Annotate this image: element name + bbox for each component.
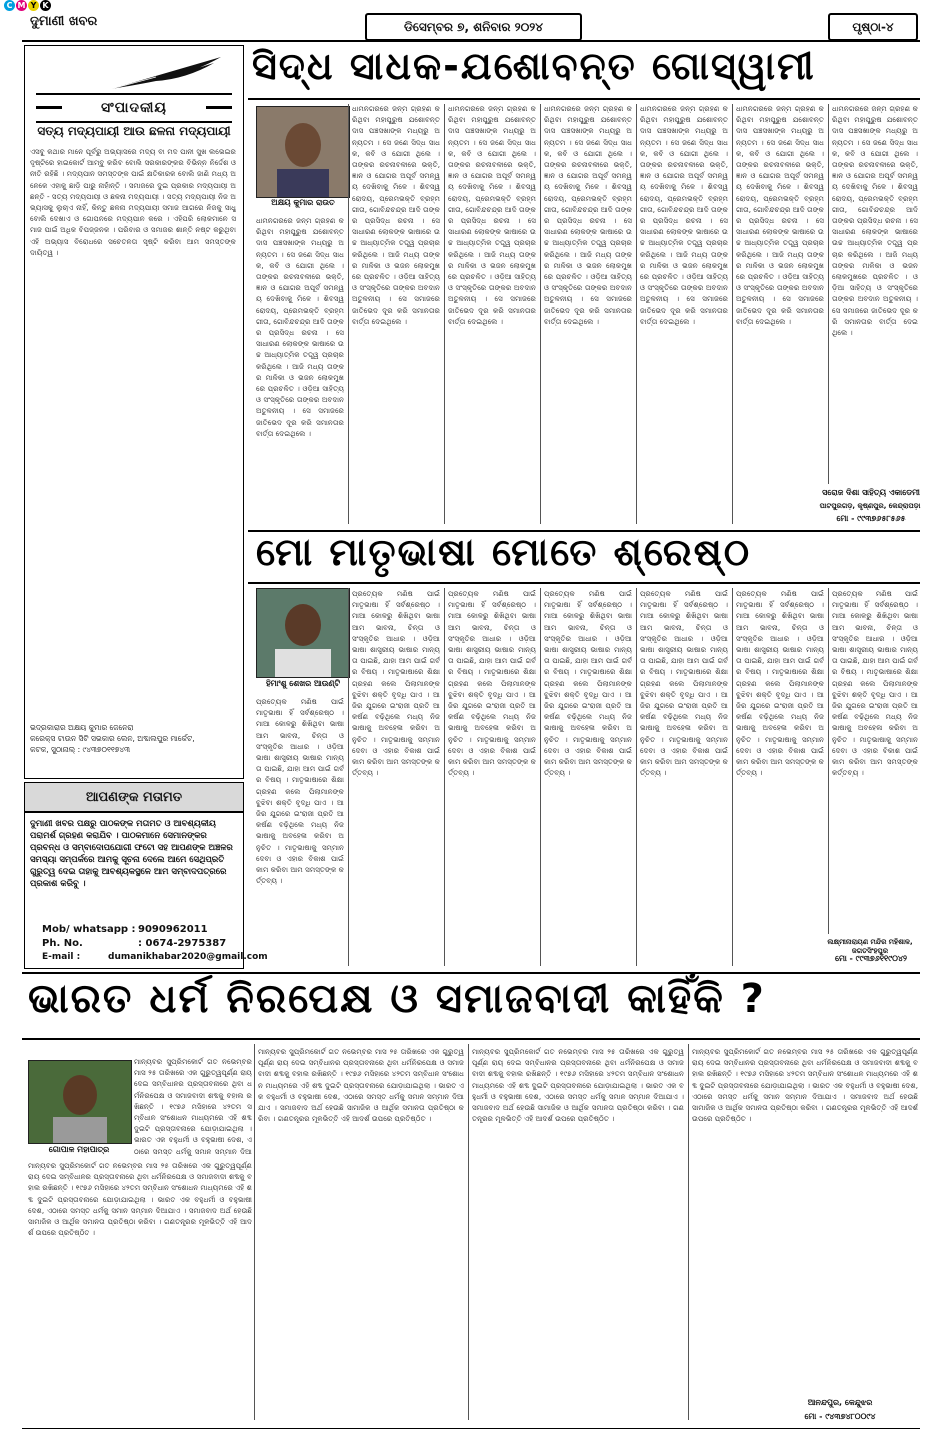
editorial-title: ସତ୍ୟ ମଦ୍ୟପାୟୀ ଆଉ ଛଳନା ମଦ୍ୟପାୟୀ [37, 124, 231, 138]
article3-col1a: ମାନ୍ୟବର ସୁପ୍ରିମକୋର୍ଟ ଗତ ନଭେମ୍ବର ମାସ ୨୫ ତାରିଖରେ ଏକ ଗୁରୁତ୍ୱପୂର୍ଣ୍ଣ ରାୟ ଦେଇ ସମ୍ବିଧାନର ପ୍ରସ୍ତାବନାରେ ଥିବା ଧର୍ମନିରପେକ୍ଷ ଓ ସମାଜବାଦୀ ଶବ୍ଦକୁ ବହାଲ ରଖିଛନ୍ତି । ୧୯୭୬ ମସିହାରେ ୪୨ତମ ସମ୍ବିଧାନ ସଂଶୋଧନ ମାଧ୍ୟମରେ ଏହି ଶବ୍ଦ ଦୁଇଟି ପ୍ରସ୍ତାବନାରେ ଯୋଡ଼ାଯାଇଥିଲା । ଭାରତ ଏକ ବହୁଧର୍ମୀ ଓ ବହୁଭାଷୀ ଦେଶ, ଏଠାରେ ସମସ୍ତ ଧର୍ମକୁ ସମାନ ସମ୍ମାନ ଦିଆ [134, 1057, 252, 1156]
cmyk-black: K [40, 0, 51, 11]
article1-col6: ଧାମନଗରରେ ଜନ୍ମ ଗ୍ରହଣ କରିଥିବା ମହାପୁରୁଷ ଯଶୋବନ୍ତ ଦାସ ପଞ୍ଚସଖାଙ୍କ ମଧ୍ୟରୁ ଅନ୍ୟତମ । ସେ ଜଣେ ସିଦ୍ଧ ସାଧକ, କବି ଓ ଯୋଗୀ ଥିଲେ । ତାଙ୍କର ରଚନାବଳୀରେ ଭକ୍ତି, ଜ୍ଞାନ ଓ ଯୋଗର ଅପୂର୍ବ ସମନ୍ୱୟ ଦେଖିବାକୁ ମିଳେ । ଶିବସ୍ୱରୋଦୟ, ପ୍ରେମଭକ୍ତି ବ୍ରହ୍ମଗୀତା, ଗୋବିନ୍ଦଚନ୍ଦ୍ର ଆଦି ତାଙ୍କର ପ୍ରସିଦ୍ଧ ରଚନା । ସେ ସାଧାରଣ ଲୋକଙ୍କ ଭାଷାରେ ଉଚ୍ଚ ଆଧ୍ୟାତ୍ମିକ ତତ୍ତ୍ୱ ପ୍ରଚାର କରିଥିଲେ । ଆଜି ମଧ୍ୟ ତାଙ୍କର ମାଳିକା ଓ ଭଜନ ଲୋକମୁଖରେ ପ୍ରଚଳିତ । ଓଡ଼ିଆ ସାହିତ୍ୟ ଓ ସଂସ୍କୃତିରେ ତାଙ୍କର ଅବଦାନ ଅତୁଳନୀୟ । ସେ ସମାଜରେ ଜାତିଭେଦ ଦୂର କରି ସମାନତାର ବାର୍ତ୍ତା ଦେଇଥିଲେ । [736, 104, 824, 326]
article3-col1b: ମାନ୍ୟବର ସୁପ୍ରିମକୋର୍ଟ ଗତ ନଭେମ୍ବର ମାସ ୨୫ ତାରିଖରେ ଏକ ଗୁରୁତ୍ୱପୂର୍ଣ୍ଣ ରାୟ ଦେଇ ସମ୍ବିଧାନର ପ୍ରସ୍ତାବନାରେ ଥିବା ଧର୍ମନିରପେକ୍ଷ ଓ ସମାଜବାଦୀ ଶବ୍ଦକୁ ବହାଲ ରଖିଛନ୍ତି । ୧୯୭୬ ମସିହାରେ ୪୨ତମ ସମ୍ବିଧାନ ସଂଶୋଧନ ମାଧ୍ୟମରେ ଏହି ଶବ୍ଦ ଦୁଇଟି ପ୍ରସ୍ତାବନାରେ ଯୋଡ଼ାଯାଇଥିଲା । ଭାରତ ଏକ ବହୁଧର୍ମୀ ଓ ବହୁଭାଷୀ ଦେଶ, ଏଠାରେ ସମସ୍ତ ଧର୍ମକୁ ସମାନ ସମ୍ମାନ ଦିଆଯାଏ । ସମାଜବାଦ ଅର୍ଥ ହେଉଛି ସାମାଜିକ ଓ ଆର୍ଥିକ ସମାନତା ପ୍ରତିଷ୍ଠା କରିବା । ଗଣତନ୍ତ୍ରର ମୂଳଭିତ୍ତି ଏହି ଆଦର୍ଶ ଉପରେ ପ୍ରତିଷ୍ଠିତ । [28, 1161, 252, 1238]
article1-col2: ଧାମନଗରରେ ଜନ୍ମ ଗ୍ରହଣ କରିଥିବା ମହାପୁରୁଷ ଯଶୋବନ୍ତ ଦାସ ପଞ୍ଚସଖାଙ୍କ ମଧ୍ୟରୁ ଅନ୍ୟତମ । ସେ ଜଣେ ସିଦ୍ଧ ସାଧକ, କବି ଓ ଯୋଗୀ ଥିଲେ । ତାଙ୍କର ରଚନାବଳୀରେ ଭକ୍ତି, ଜ୍ଞାନ ଓ ଯୋଗର ଅପୂର୍ବ ସମନ୍ୱୟ ଦେଖିବାକୁ ମିଳେ । ଶିବସ୍ୱରୋଦୟ, ପ୍ରେମଭକ୍ତି ବ୍ରହ୍ମଗୀତା, ଗୋବିନ୍ଦଚନ୍ଦ୍ର ଆଦି ତାଙ୍କର ପ୍ରସିଦ୍ଧ ରଚନା । ସେ ସାଧାରଣ ଲୋକଙ୍କ ଭାଷାରେ ଉଚ୍ଚ ଆଧ୍ୟାତ୍ମିକ ତତ୍ତ୍ୱ ପ୍ରଚାର କରିଥିଲେ । ଆଜି ମଧ୍ୟ ତାଙ୍କର ମାଳିକା ଓ ଭଜନ ଲୋକମୁଖରେ ପ୍ରଚଳିତ । ଓଡ଼ିଆ ସାହିତ୍ୟ ଓ ସଂସ୍କୃତିରେ ତାଙ୍କର ଅବଦାନ ଅତୁଳନୀୟ । ସେ ସମାଜରେ ଜାତିଭେଦ ଦୂର କରି ସମାନତାର ବାର୍ତ୍ତା ଦେଇଥିଲେ । [352, 104, 440, 326]
column-divider [254, 1044, 255, 1420]
phone-number: : 0674-2975387 [138, 938, 227, 949]
article1-headline: ସିଦ୍ଧ ସାଧକ-ଯଶୋବନ୍ତ ଗୋସ୍ୱାମୀ [252, 44, 816, 88]
article1-rule [248, 98, 920, 100]
article3-phone: ମୋ - ୯୪୩୭୪୮୦୦୯୪ [804, 1412, 876, 1421]
column-divider [828, 588, 829, 934]
column-divider [444, 104, 445, 524]
column-divider [636, 104, 637, 524]
article2-author: ଲକ୍ଷ୍ମୀନାରାୟଣ ମନ୍ଦିର ମହିଶାଳ, ଜଗତସିଂହପୁର [827, 938, 913, 955]
article1-phone: ମୋ - ୯୯୩୭୬୫୮୫୬୫ [836, 514, 906, 523]
article2-photo-caption: ହିମାଂଶୁ ଶେଖର ଆଉଣ୍ଟି [265, 679, 341, 688]
cmyk-magenta: M [17, 1, 26, 10]
column-divider [540, 588, 541, 966]
article2-col3: ପ୍ରତ୍ୟେକ ମଣିଷ ପାଇଁ ମାତୃଭାଷା ହିଁ ସର୍ବଶ୍ରେଷ୍ଠ । ମାଆ କୋଳରୁ ଶିଖିଥିବା ଭାଷା ଆମ ଭାବନା, ଚିନ୍ତା ଓ ସଂସ୍କୃତିର ଆଧାର । ଓଡ଼ିଆ ଭାଷା ଶାସ୍ତ୍ରୀୟ ଭାଷାର ମାନ୍ୟତା ପାଇଛି, ଯାହା ଆମ ପାଇଁ ଗର୍ବର ବିଷୟ । ମାତୃଭାଷାରେ ଶିକ୍ଷା ଗ୍ରହଣ କଲେ ପିଲାମାନଙ୍କ ବୁଝିବା ଶକ୍ତି ବୃଦ୍ଧି ପାଏ । ଆଜିର ଯୁଗରେ ଇଂରାଜୀ ପ୍ରତି ଆକର୍ଷଣ ବଢ଼ିଥିଲେ ମଧ୍ୟ ନିଜ ଭାଷାକୁ ଅବହେଳା କରିବା ଅନୁଚିତ । ମାତୃଭାଷାକୁ ସମ୍ମାନ ଦେବା ଓ ଏହାର ବିକାଶ ପାଇଁ କାମ କରିବା ଆମ ସମସ୍ତଙ୍କ କର୍ତ୍ତବ୍ୟ । [448, 589, 536, 778]
column-divider [732, 104, 733, 524]
paper-name: ଦୁମାଣୀ ଖବର [30, 14, 98, 29]
article1-col5: ଧାମନଗରରେ ଜନ୍ମ ଗ୍ରହଣ କରିଥିବା ମହାପୁରୁଷ ଯଶୋବନ୍ତ ଦାସ ପଞ୍ଚସଖାଙ୍କ ମଧ୍ୟରୁ ଅନ୍ୟତମ । ସେ ଜଣେ ସିଦ୍ଧ ସାଧକ, କବି ଓ ଯୋଗୀ ଥିଲେ । ତାଙ୍କର ରଚନାବଳୀରେ ଭକ୍ତି, ଜ୍ଞାନ ଓ ଯୋଗର ଅପୂର୍ବ ସମନ୍ୱୟ ଦେଖିବାକୁ ମିଳେ । ଶିବସ୍ୱରୋଦୟ, ପ୍ରେମଭକ୍ତି ବ୍ରହ୍ମଗୀତା, ଗୋବିନ୍ଦଚନ୍ଦ୍ର ଆଦି ତାଙ୍କର ପ୍ରସିଦ୍ଧ ରଚନା । ସେ ସାଧାରଣ ଲୋକଙ୍କ ଭାଷାରେ ଉଚ୍ଚ ଆଧ୍ୟାତ୍ମିକ ତତ୍ତ୍ୱ ପ୍ରଚାର କରିଥିଲେ । ଆଜି ମଧ୍ୟ ତାଙ୍କର ମାଳିକା ଓ ଭଜନ ଲୋକମୁଖରେ ପ୍ରଚଳିତ । ଓଡ଼ିଆ ସାହିତ୍ୟ ଓ ସଂସ୍କୃତିରେ ତାଙ୍କର ଅବଦାନ ଅତୁଳନୀୟ । ସେ ସମାଜରେ ଜାତିଭେଦ ଦୂର କରି ସମାନତାର ବାର୍ତ୍ତା ଦେଇଥିଲେ । [640, 104, 728, 326]
column-divider [468, 1044, 469, 1420]
article2-col7: ପ୍ରତ୍ୟେକ ମଣିଷ ପାଇଁ ମାତୃଭାଷା ହିଁ ସର୍ବଶ୍ରେଷ୍ଠ । ମାଆ କୋଳରୁ ଶିଖିଥିବା ଭାଷା ଆମ ଭାବନା, ଚିନ୍ତା ଓ ସଂସ୍କୃତିର ଆଧାର । ଓଡ଼ିଆ ଭାଷା ଶାସ୍ତ୍ରୀୟ ଭାଷାର ମାନ୍ୟତା ପାଇଛି, ଯାହା ଆମ ପାଇଁ ଗର୍ବର ବିଷୟ । ମାତୃଭାଷାରେ ଶିକ୍ଷା ଗ୍ରହଣ କଲେ ପିଲାମାନଙ୍କ ବୁଝିବା ଶକ୍ତି ବୃଦ୍ଧି ପାଏ । ଆଜିର ଯୁଗରେ ଇଂରାଜୀ ପ୍ରତି ଆକର୍ଷଣ ବଢ଼ିଥିଲେ ମଧ୍ୟ ନିଜ ଭାଷାକୁ ଅବହେଳା କରିବା ଅନୁଚିତ । ମାତୃଭାଷାକୁ ସମ୍ମାନ ଦେବା ଓ ଏହାର ବିକାଶ ପାଇଁ କାମ କରିବା ଆମ ସମସ୍ତଙ୍କ କର୍ତ୍ତବ୍ୟ । [832, 589, 918, 778]
article1-author-photo [256, 106, 350, 198]
editorial-signature: ଭଦ୍ରକାରାର ଅକ୍ଷୟ କୁମାର ଜେନେରା କରେକ୍ସ ଟାଉନ ସିଟି ସଭକାର ଲେନ, ଅବ୍ଦାଲପୁର ମାର୍କେଟ, କଟକ, ସୁଠାନାଲ୍ : ୯୪୩୭୦୧୧୭୪୩ [30, 723, 195, 754]
page-bottom-rule [22, 1428, 920, 1429]
article2-phone: ମୋ - ୯୯୩୭୬୧୧୯୦୪୨ [834, 954, 908, 963]
article3-rule [22, 1038, 920, 1040]
column-divider [348, 588, 349, 966]
column-divider [444, 588, 445, 966]
article2-headline: ମୋ ମାତୃଭାଷା ମୋତେ ଶ୍ରେଷ୍ଠ [256, 530, 752, 574]
cmyk-yellow: Y [28, 0, 39, 11]
opinion-title: ଆପଣଙ୍କ ମତାମତ [24, 782, 244, 812]
quill-pen-icon [106, 53, 226, 93]
column-divider [540, 104, 541, 524]
article3-col3: ମାନ୍ୟବର ସୁପ୍ରିମକୋର୍ଟ ଗତ ନଭେମ୍ବର ମାସ ୨୫ ତାରିଖରେ ଏକ ଗୁରୁତ୍ୱପୂର୍ଣ୍ଣ ରାୟ ଦେଇ ସମ୍ବିଧାନର ପ୍ରସ୍ତାବନାରେ ଥିବା ଧର୍ମନିରପେକ୍ଷ ଓ ସମାଜବାଦୀ ଶବ୍ଦକୁ ବହାଲ ରଖିଛନ୍ତି । ୧୯୭୬ ମସିହାରେ ୪୨ତମ ସମ୍ବିଧାନ ସଂଶୋଧନ ମାଧ୍ୟମରେ ଏହି ଶବ୍ଦ ଦୁଇଟି ପ୍ରସ୍ତାବନାରେ ଯୋଡ଼ାଯାଇଥିଲା । ଭାରତ ଏକ ବହୁଧର୍ମୀ ଓ ବହୁଭାଷୀ ଦେଶ, ଏଠାରେ ସମସ୍ତ ଧର୍ମକୁ ସମାନ ସମ୍ମାନ ଦିଆଯାଏ । ସମାଜବାଦ ଅର୍ଥ ହେଉଛି ସାମାଜିକ ଓ ଆର୍ଥିକ ସମାନତା ପ୍ରତିଷ୍ଠା କରିବା । ଗଣତନ୍ତ୍ରର ମୂଳଭିତ୍ତି ଏହି ଆଦର୍ଶ ଉପରେ ପ୍ରତିଷ୍ଠିତ । [472, 1047, 684, 1124]
article3-col2: ମାନ୍ୟବର ସୁପ୍ରିମକୋର୍ଟ ଗତ ନଭେମ୍ବର ମାସ ୨୫ ତାରିଖରେ ଏକ ଗୁରୁତ୍ୱପୂର୍ଣ୍ଣ ରାୟ ଦେଇ ସମ୍ବିଧାନର ପ୍ରସ୍ତାବନାରେ ଥିବା ଧର୍ମନିରପେକ୍ଷ ଓ ସମାଜବାଦୀ ଶବ୍ଦକୁ ବହାଲ ରଖିଛନ୍ତି । ୧୯୭୬ ମସିହାରେ ୪୨ତମ ସମ୍ବିଧାନ ସଂଶୋଧନ ମାଧ୍ୟମରେ ଏହି ଶବ୍ଦ ଦୁଇଟି ପ୍ରସ୍ତାବନାରେ ଯୋଡ଼ାଯାଇଥିଲା । ଭାରତ ଏକ ବହୁଧର୍ମୀ ଓ ବହୁଭାଷୀ ଦେଶ, ଏଠାରେ ସମସ୍ତ ଧର୍ମକୁ ସମାନ ସମ୍ମାନ ଦିଆଯାଏ । ସମାଜବାଦ ଅର୍ଥ ହେଉଛି ସାମାଜିକ ଓ ଆର୍ଥିକ ସମାନତା ପ୍ରତିଷ୍ଠା କରିବା । ଗଣତନ୍ତ୍ରର ମୂଳଭିତ୍ତି ଏହି ଆଦର୍ଶ ଉପରେ ପ୍ରତିଷ୍ଠିତ । [258, 1047, 464, 1124]
email-address: dumanikhabar2020@gmail.com [108, 952, 268, 962]
contact-email: E-mail : dumanikhabar2020@gmail.com [42, 952, 268, 962]
page-number: ପୃଷ୍ଠା-୪ [828, 13, 918, 41]
article2-col4: ପ୍ରତ୍ୟେକ ମଣିଷ ପାଇଁ ମାତୃଭାଷା ହିଁ ସର୍ବଶ୍ରେଷ୍ଠ । ମାଆ କୋଳରୁ ଶିଖିଥିବା ଭାଷା ଆମ ଭାବନା, ଚିନ୍ତା ଓ ସଂସ୍କୃତିର ଆଧାର । ଓଡ଼ିଆ ଭାଷା ଶାସ୍ତ୍ରୀୟ ଭାଷାର ମାନ୍ୟତା ପାଇଛି, ଯାହା ଆମ ପାଇଁ ଗର୍ବର ବିଷୟ । ମାତୃଭାଷାରେ ଶିକ୍ଷା ଗ୍ରହଣ କଲେ ପିଲାମାନଙ୍କ ବୁଝିବା ଶକ୍ତି ବୃଦ୍ଧି ପାଏ । ଆଜିର ଯୁଗରେ ଇଂରାଜୀ ପ୍ରତି ଆକର୍ଷଣ ବଢ଼ିଥିଲେ ମଧ୍ୟ ନିଜ ଭାଷାକୁ ଅବହେଳା କରିବା ଅନୁଚିତ । ମାତୃଭାଷାକୁ ସମ୍ମାନ ଦେବା ଓ ଏହାର ବିକାଶ ପାଇଁ କାମ କରିବା ଆମ ସମସ୍ତଙ୍କ କର୍ତ୍ତବ୍ୟ । [544, 589, 632, 778]
issue-date: ଡିସେମ୍ବର ୭, ଶନିବାର ୨୦୨୪ [365, 13, 582, 41]
article2-rule [248, 582, 920, 584]
article2-col5: ପ୍ରତ୍ୟେକ ମଣିଷ ପାଇଁ ମାତୃଭାଷା ହିଁ ସର୍ବଶ୍ରେଷ୍ଠ । ମାଆ କୋଳରୁ ଶିଖିଥିବା ଭାଷା ଆମ ଭାବନା, ଚିନ୍ତା ଓ ସଂସ୍କୃତିର ଆଧାର । ଓଡ଼ିଆ ଭାଷା ଶାସ୍ତ୍ରୀୟ ଭାଷାର ମାନ୍ୟତା ପାଇଛି, ଯାହା ଆମ ପାଇଁ ଗର୍ବର ବିଷୟ । ମାତୃଭାଷାରେ ଶିକ୍ଷା ଗ୍ରହଣ କଲେ ପିଲାମାନଙ୍କ ବୁଝିବା ଶକ୍ତି ବୃଦ୍ଧି ପାଏ । ଆଜିର ଯୁଗରେ ଇଂରାଜୀ ପ୍ରତି ଆକର୍ଷଣ ବଢ଼ିଥିଲେ ମଧ୍ୟ ନିଜ ଭାଷାକୁ ଅବହେଳା କରିବା ଅନୁଚିତ । ମାତୃଭାଷାକୁ ସମ୍ମାନ ଦେବା ଓ ଏହାର ବିକାଶ ପାଇଁ କାମ କରିବା ଆମ ସମସ୍ତଙ୍କ କର୍ତ୍ତବ୍ୟ । [640, 589, 728, 778]
article2-author-photo [256, 588, 350, 678]
article2-col2: ପ୍ରତ୍ୟେକ ମଣିଷ ପାଇଁ ମାତୃଭାଷା ହିଁ ସର୍ବଶ୍ରେଷ୍ଠ । ମାଆ କୋଳରୁ ଶିଖିଥିବା ଭାଷା ଆମ ଭାବନା, ଚିନ୍ତା ଓ ସଂସ୍କୃତିର ଆଧାର । ଓଡ଼ିଆ ଭାଷା ଶାସ୍ତ୍ରୀୟ ଭାଷାର ମାନ୍ୟତା ପାଇଛି, ଯାହା ଆମ ପାଇଁ ଗର୍ବର ବିଷୟ । ମାତୃଭାଷାରେ ଶିକ୍ଷା ଗ୍ରହଣ କଲେ ପିଲାମାନଙ୍କ ବୁଝିବା ଶକ୍ତି ବୃଦ୍ଧି ପାଏ । ଆଜିର ଯୁଗରେ ଇଂରାଜୀ ପ୍ରତି ଆକର୍ଷଣ ବଢ଼ିଥିଲେ ମଧ୍ୟ ନିଜ ଭାଷାକୁ ଅବହେଳା କରିବା ଅନୁଚିତ । ମାତୃଭାଷାକୁ ସମ୍ମାନ ଦେବା ଓ ଏହାର ବିକାଶ ପାଇଁ କାମ କରିବା ଆମ ସମସ୍ତଙ୍କ କର୍ତ୍ତବ୍ୟ । [352, 589, 440, 778]
contact-phone: Ph. No. : 0674-2975387 [42, 938, 227, 949]
article3-photo-caption: ଗୋପାଳ ମହାପାତ୍ର [48, 1145, 110, 1154]
article1-col7: ଧାମନଗରରେ ଜନ୍ମ ଗ୍ରହଣ କରିଥିବା ମହାପୁରୁଷ ଯଶୋବନ୍ତ ଦାସ ପଞ୍ଚସଖାଙ୍କ ମଧ୍ୟରୁ ଅନ୍ୟତମ । ସେ ଜଣେ ସିଦ୍ଧ ସାଧକ, କବି ଓ ଯୋଗୀ ଥିଲେ । ତାଙ୍କର ରଚନାବଳୀରେ ଭକ୍ତି, ଜ୍ଞାନ ଓ ଯୋଗର ଅପୂର୍ବ ସମନ୍ୱୟ ଦେଖିବାକୁ ମିଳେ । ଶିବସ୍ୱରୋଦୟ, ପ୍ରେମଭକ୍ତି ବ୍ରହ୍ମଗୀତା, ଗୋବିନ୍ଦଚନ୍ଦ୍ର ଆଦି ତାଙ୍କର ପ୍ରସିଦ୍ଧ ରଚନା । ସେ ସାଧାରଣ ଲୋକଙ୍କ ଭାଷାରେ ଉଚ୍ଚ ଆଧ୍ୟାତ୍ମିକ ତତ୍ତ୍ୱ ପ୍ରଚାର କରିଥିଲେ । ଆଜି ମଧ୍ୟ ତାଙ୍କର ମାଳିକା ଓ ଭଜନ ଲୋକମୁଖରେ ପ୍ରଚଳିତ । ଓଡ଼ିଆ ସାହିତ୍ୟ ଓ ସଂସ୍କୃତିରେ ତାଙ୍କର ଅବଦାନ ଅତୁଳନୀୟ । ସେ ସମାଜରେ ଜାତିଭେଦ ଦୂର କରି ସମାନତାର ବାର୍ତ୍ତା ଦେଇଥିଲେ । [832, 104, 918, 338]
article1-col4: ଧାମନଗରରେ ଜନ୍ମ ଗ୍ରହଣ କରିଥିବା ମହାପୁରୁଷ ଯଶୋବନ୍ତ ଦାସ ପଞ୍ଚସଖାଙ୍କ ମଧ୍ୟରୁ ଅନ୍ୟତମ । ସେ ଜଣେ ସିଦ୍ଧ ସାଧକ, କବି ଓ ଯୋଗୀ ଥିଲେ । ତାଙ୍କର ରଚନାବଳୀରେ ଭକ୍ତି, ଜ୍ଞାନ ଓ ଯୋଗର ଅପୂର୍ବ ସମନ୍ୱୟ ଦେଖିବାକୁ ମିଳେ । ଶିବସ୍ୱରୋଦୟ, ପ୍ରେମଭକ୍ତି ବ୍ରହ୍ମଗୀତା, ଗୋବିନ୍ଦଚନ୍ଦ୍ର ଆଦି ତାଙ୍କର ପ୍ରସିଦ୍ଧ ରଚନା । ସେ ସାଧାରଣ ଲୋକଙ୍କ ଭାଷାରେ ଉଚ୍ଚ ଆଧ୍ୟାତ୍ମିକ ତତ୍ତ୍ୱ ପ୍ରଚାର କରିଥିଲେ । ଆଜି ମଧ୍ୟ ତାଙ୍କର ମାଳିକା ଓ ଭଜନ ଲୋକମୁଖରେ ପ୍ରଚଳିତ । ଓଡ଼ିଆ ସାହିତ୍ୟ ଓ ସଂସ୍କୃତିରେ ତାଙ୍କର ଅବଦାନ ଅତୁଳନୀୟ । ସେ ସମାଜରେ ଜାତିଭେଦ ଦୂର କରି ସମାନତାର ବାର୍ତ୍ତା ଦେଇଥିଲେ । [544, 104, 632, 326]
cmyk-registration-marks [4, 0, 64, 12]
article1-address: ପାଟପୁରଗଡ଼, କୃଷ୍ଣପୁର, କେନ୍ଦ୍ରାପଡ଼ା [819, 502, 921, 510]
cmyk-cyan: C [4, 0, 15, 11]
column-divider [348, 104, 349, 524]
article1-col1: ଧାମନଗରରେ ଜନ୍ମ ଗ୍ରହଣ କରିଥିବା ମହାପୁରୁଷ ଯଶୋବନ୍ତ ଦାସ ପଞ୍ଚସଖାଙ୍କ ମଧ୍ୟରୁ ଅନ୍ୟତମ । ସେ ଜଣେ ସିଦ୍ଧ ସାଧକ, କବି ଓ ଯୋଗୀ ଥିଲେ । ତାଙ୍କର ରଚନାବଳୀରେ ଭକ୍ତି, ଜ୍ଞାନ ଓ ଯୋଗର ଅପୂର୍ବ ସମନ୍ୱୟ ଦେଖିବାକୁ ମିଳେ । ଶିବସ୍ୱରୋଦୟ, ପ୍ରେମଭକ୍ତି ବ୍ରହ୍ମଗୀତା, ଗୋବିନ୍ଦଚନ୍ଦ୍ର ଆଦି ତାଙ୍କର ପ୍ରସିଦ୍ଧ ରଚନା । ସେ ସାଧାରଣ ଲୋକଙ୍କ ଭାଷାରେ ଉଚ୍ଚ ଆଧ୍ୟାତ୍ମିକ ତତ୍ତ୍ୱ ପ୍ରଚାର କରିଥିଲେ । ଆଜି ମଧ୍ୟ ତାଙ୍କର ମାଳିକା ଓ ଭଜନ ଲୋକମୁଖରେ ପ୍ରଚଳିତ । ଓଡ଼ିଆ ସାହିତ୍ୟ ଓ ସଂସ୍କୃତିରେ ତାଙ୍କର ଅବଦାନ ଅତୁଳନୀୟ । ସେ ସମାଜରେ ଜାତିଭେଦ ଦୂର କରି ସମାନତାର ବାର୍ତ୍ତା ଦେଇଥିଲେ । [256, 216, 344, 438]
column-divider [732, 588, 733, 966]
editorial-banner: ସଂପାଦକୀୟ [36, 93, 232, 123]
article2-col1: ପ୍ରତ୍ୟେକ ମଣିଷ ପାଇଁ ମାତୃଭାଷା ହିଁ ସର୍ବଶ୍ରେଷ୍ଠ । ମାଆ କୋଳରୁ ଶିଖିଥିବା ଭାଷା ଆମ ଭାବନା, ଚିନ୍ତା ଓ ସଂସ୍କୃତିର ଆଧାର । ଓଡ଼ିଆ ଭାଷା ଶାସ୍ତ୍ରୀୟ ଭାଷାର ମାନ୍ୟତା ପାଇଛି, ଯାହା ଆମ ପାଇଁ ଗର୍ବର ବିଷୟ । ମାତୃଭାଷାରେ ଶିକ୍ଷା ଗ୍ରହଣ କଲେ ପିଲାମାନଙ୍କ ବୁଝିବା ଶକ୍ତି ବୃଦ୍ଧି ପାଏ । ଆଜିର ଯୁଗରେ ଇଂରାଜୀ ପ୍ରତି ଆକର୍ଷଣ ବଢ଼ିଥିଲେ ମଧ୍ୟ ନିଜ ଭାଷାକୁ ଅବହେଳା କରିବା ଅନୁଚିତ । ମାତୃଭାଷାକୁ ସମ୍ମାନ ଦେବା ଓ ଏହାର ବିକାଶ ପାଇଁ କାମ କରିବା ଆମ ସମସ୍ତଙ୍କ କର୍ତ୍ତବ୍ୟ । [256, 697, 344, 886]
opinion-text: ଦୁମାଣୀ ଖବର ପକ୍ଷରୁ ପାଠକଙ୍କ ମତାମତ ଓ ଆବଶ୍ୟକୀୟ ପରାମର୍ଶ ଗ୍ରହଣ କରାଯିବ । ପାଠକମାନେ ସେମାନଙ୍କର ପ୍ରବନ୍ଧ ଓ ସମ୍ବାଦୋପଯୋଗୀ ଫଟୋ ସହ ଆପଣଙ୍କ ଅଞ୍ଚଳର ସମସ୍ୟା ସମ୍ପର୍କରେ ଆମକୁ ସୂଚନା ଦେଲେ ଆମେ ସେଥିପ୍ରତି ଗୁରୁତ୍ୱ ଦେଇ ତାହାକୁ ଆବଶ୍ୟକସ୍ଥଳେ ଆମ ସମ୍ବାଦପତ୍ରରେ ପ୍ରକାଶ କରିବୁ । [30, 819, 233, 889]
article1-col3: ଧାମନଗରରେ ଜନ୍ମ ଗ୍ରହଣ କରିଥିବା ମହାପୁରୁଷ ଯଶୋବନ୍ତ ଦାସ ପଞ୍ଚସଖାଙ୍କ ମଧ୍ୟରୁ ଅନ୍ୟତମ । ସେ ଜଣେ ସିଦ୍ଧ ସାଧକ, କବି ଓ ଯୋଗୀ ଥିଲେ । ତାଙ୍କର ରଚନାବଳୀରେ ଭକ୍ତି, ଜ୍ଞାନ ଓ ଯୋଗର ଅପୂର୍ବ ସମନ୍ୱୟ ଦେଖିବାକୁ ମିଳେ । ଶିବସ୍ୱରୋଦୟ, ପ୍ରେମଭକ୍ତି ବ୍ରହ୍ମଗୀତା, ଗୋବିନ୍ଦଚନ୍ଦ୍ର ଆଦି ତାଙ୍କର ପ୍ରସିଦ୍ଧ ରଚନା । ସେ ସାଧାରଣ ଲୋକଙ୍କ ଭାଷାରେ ଉଚ୍ଚ ଆଧ୍ୟାତ୍ମିକ ତତ୍ତ୍ୱ ପ୍ରଚାର କରିଥିଲେ । ଆଜି ମଧ୍ୟ ତାଙ୍କର ମାଳିକା ଓ ଭଜନ ଲୋକମୁଖରେ ପ୍ରଚଳିତ । ଓଡ଼ିଆ ସାହିତ୍ୟ ଓ ସଂସ୍କୃତିରେ ତାଙ୍କର ଅବଦାନ ଅତୁଳନୀୟ । ସେ ସମାଜରେ ଜାତିଭେଦ ଦୂର କରି ସମାନତାର ବାର୍ତ୍ତା ଦେଇଥିଲେ । [448, 104, 536, 326]
column-divider [688, 1044, 689, 1420]
column-divider [828, 104, 829, 484]
contact-mobile: Mob/ whatsapp : 9090962011 [42, 924, 208, 935]
column-divider [636, 588, 637, 966]
editorial-body: ଏସବୁ କଥାର ମାନେ ପୂର୍ବରୁ ଅଭ୍ୟାସରେ ମଦ୍ୟ ବା ମଦ ପାନୀ ସୁଖ ଲଭେଇର ଦୃଷ୍ଟିରେ ହାଇକୋର୍ଟ ଆମ୍ବୁ କରିବ ବୋଲି ସରକାରଙ୍କର ବିଭିନ୍ନ ନିର୍ଦ୍ଦେଶ ଓ ନୀତି ରହିଛି । ମଦ୍ୟପାନ ସମସ୍ତଙ୍କ ପାଇଁ କ୍ଷତିକାରକ ବୋଲି ଜାଣି ମଧ୍ୟ ଅନେକେ ଏହାକୁ ଛାଡ଼ି ପାରୁ ନାହାଁନ୍ତି । ସମାଜରେ ଦୁଇ ପ୍ରକାର ମଦ୍ୟପାୟୀ ଅଛନ୍ତି - ସତ୍ୟ ମଦ୍ୟପାୟୀ ଓ ଛଳନା ମଦ୍ୟପାୟୀ । ସତ୍ୟ ମଦ୍ୟପାୟୀ ନିଜ ଅଭ୍ୟାସକୁ ଲୁଚାଏ ନାହିଁ, କିନ୍ତୁ ଛଳନା ମଦ୍ୟପାୟୀ ସମାଜ ଆଗରେ ନିଜକୁ ସାଧୁ ବୋଲି ଦେଖାଏ ଓ ଗୋପନରେ ମଦ୍ୟପାନ କରେ । ଏହିପରି ଲୋକମାନେ ସମାଜ ପାଇଁ ଅଧିକ ବିପଜ୍ଜନକ । ପରିବାର ଓ ସମାଜର ଶାନ୍ତି ନଷ୍ଟ କରୁଥିବା ଏହି ଅଭ୍ୟାସ ବିରୋଧରେ ସଚେତନତା ସୃଷ୍ଟି କରିବା ଆମ ସମସ୍ତଙ୍କ ଦାୟିତ୍ୱ । [30, 147, 236, 257]
article3-top-rule [22, 972, 920, 974]
article1-author: ସରୋଜ ଦିଶା ସାହିତ୍ୟ ଏକାଡେମୀ [822, 488, 920, 497]
article3-author: ଆନନ୍ଦପୁର, କେନ୍ଦୁଝର [807, 1398, 873, 1407]
article3-headline: ଭାରତ ଧର୍ମ ନିରପେକ୍ଷ ଓ ସମାଜବାଦୀ କାହିଁକି ? [28, 976, 766, 1022]
article3-col4: ମାନ୍ୟବର ସୁପ୍ରିମକୋର୍ଟ ଗତ ନଭେମ୍ବର ମାସ ୨୫ ତାରିଖରେ ଏକ ଗୁରୁତ୍ୱପୂର୍ଣ୍ଣ ରାୟ ଦେଇ ସମ୍ବିଧାନର ପ୍ରସ୍ତାବନାରେ ଥିବା ଧର୍ମନିରପେକ୍ଷ ଓ ସମାଜବାଦୀ ଶବ୍ଦକୁ ବହାଲ ରଖିଛନ୍ତି । ୧୯୭୬ ମସିହାରେ ୪୨ତମ ସମ୍ବିଧାନ ସଂଶୋଧନ ମାଧ୍ୟମରେ ଏହି ଶବ୍ଦ ଦୁଇଟି ପ୍ରସ୍ତାବନାରେ ଯୋଡ଼ାଯାଇଥିଲା । ଭାରତ ଏକ ବହୁଧର୍ମୀ ଓ ବହୁଭାଷୀ ଦେଶ, ଏଠାରେ ସମସ୍ତ ଧର୍ମକୁ ସମାନ ସମ୍ମାନ ଦିଆଯାଏ । ସମାଜବାଦ ଅର୍ଥ ହେଉଛି ସାମାଜିକ ଓ ଆର୍ଥିକ ସମାନତା ପ୍ରତିଷ୍ଠା କରିବା । ଗଣତନ୍ତ୍ରର ମୂଳଭିତ୍ତି ଏହି ଆଦର୍ଶ ଉପରେ ପ୍ରତିଷ୍ଠିତ । [692, 1047, 918, 1124]
article2-col6: ପ୍ରତ୍ୟେକ ମଣିଷ ପାଇଁ ମାତୃଭାଷା ହିଁ ସର୍ବଶ୍ରେଷ୍ଠ । ମାଆ କୋଳରୁ ଶିଖିଥିବା ଭାଷା ଆମ ଭାବନା, ଚିନ୍ତା ଓ ସଂସ୍କୃତିର ଆଧାର । ଓଡ଼ିଆ ଭାଷା ଶାସ୍ତ୍ରୀୟ ଭାଷାର ମାନ୍ୟତା ପାଇଛି, ଯାହା ଆମ ପାଇଁ ଗର୍ବର ବିଷୟ । ମାତୃଭାଷାରେ ଶିକ୍ଷା ଗ୍ରହଣ କଲେ ପିଲାମାନଙ୍କ ବୁଝିବା ଶକ୍ତି ବୃଦ୍ଧି ପାଏ । ଆଜିର ଯୁଗରେ ଇଂରାଜୀ ପ୍ରତି ଆକର୍ଷଣ ବଢ଼ିଥିଲେ ମଧ୍ୟ ନିଜ ଭାଷାକୁ ଅବହେଳା କରିବା ଅନୁଚିତ । ମାତୃଭାଷାକୁ ସମ୍ମାନ ଦେବା ଓ ଏହାର ବିକାଶ ପାଇଁ କାମ କରିବା ଆମ ସମସ୍ତଙ୍କ କର୍ତ୍ତବ୍ୟ । [736, 589, 824, 778]
article1-photo-caption: ଅକ୍ଷୟ କୁମାର ରାଉତ [271, 198, 335, 207]
mobile-number: 9090962011 [138, 924, 208, 935]
header-rule [22, 40, 920, 42]
article3-author-photo [28, 1060, 132, 1144]
